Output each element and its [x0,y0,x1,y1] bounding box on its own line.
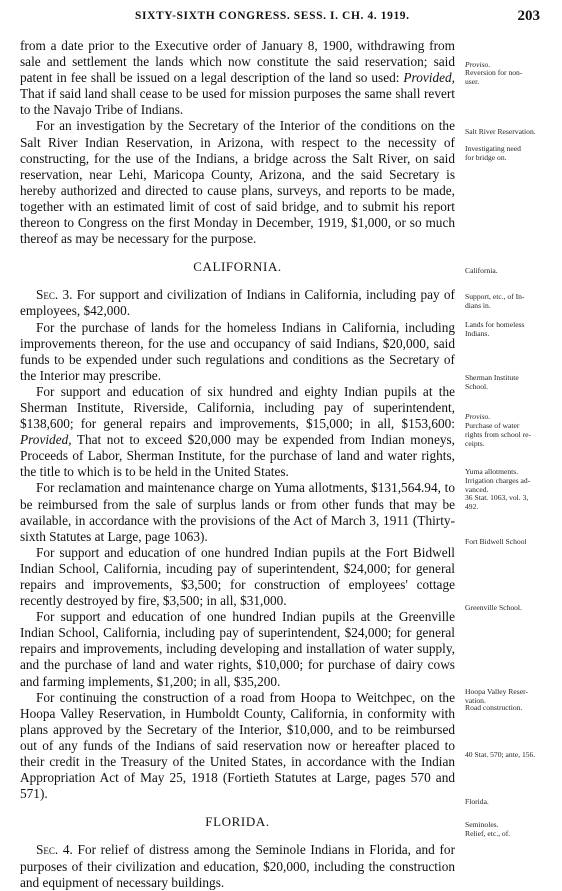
margin-note-line: dians in. [465,301,491,310]
margin-note-line: Fort Bidwell School [465,537,527,546]
margin-note-line: School. [465,382,488,391]
margin-note-line: Hoopa Valley Reser- [465,687,528,696]
margin-note [465,373,557,391]
margin-note [465,797,557,806]
page-header [0,8,562,28]
margin-note-line: Irrigation charges ad- [465,476,531,485]
margin-note [465,493,557,511]
margin-note [465,421,557,448]
margin-note-line: Purchase of water [465,421,520,430]
margin-note-line: Reversion for non- [465,68,523,77]
paragraph: For support and education of six hundred and eighty Indian pupils at the Sherman Institute, Riverside, California, including pay of superintendent, $138,600; for general repairs and improvements, $15,000; in all, $153,600: Provided, That not to exceed $20,000 may be expended from Indian moneys, Proceeds of Labor, Sherman Institute, for the purchase of land and water rights, the title to which is to be held in the United States. [20,383,455,480]
margin-note-line: Salt River Reservation. [465,127,536,136]
margin-note [465,144,557,162]
margin-note-line: vanced. [465,485,489,494]
margin-note-line: Greenville School. [465,603,522,612]
margin-note-line: Seminoles. [465,820,499,829]
margin-note [465,703,557,712]
margin-note [465,820,557,829]
margin-note-line: vation. [465,696,486,705]
margin-note [465,829,557,838]
paragraph: Sec. 3. For support and civilization of Indians in California, including pay of employees, $42,000. [20,287,455,319]
margin-note-line: Florida. [465,797,489,806]
margin-note-line: Sherman Institute [465,373,519,382]
margin-note-line: California. [465,266,498,275]
margin-note-line: Support, etc., of In- [465,292,525,301]
margin-note-line: for bridge on. [465,153,507,162]
margin-note-line: Lands for homeless [465,320,525,329]
margin-note [465,266,557,275]
margin-note-line: user. [465,77,480,86]
margin-note-line: 36 Stat. 1063, vol. 3, [465,493,529,502]
margin-note-line: 40 Stat. 570; ante, 156. [465,750,536,759]
margin-note-line: Relief, etc., of. [465,829,511,838]
paragraph: For continuing the construction of a road from Hoopa to Weitchpec, on the Hoopa Valley Reservation, in Humboldt County, California, in conformity with plans approved by the Secretary of the Interior, $10,000, and to be reimbursed out of any funds of the Indians of said reservation now or hereafter placed to their credit in the Treasury of the United States, in accordance with the Indian Appropriation Act of May 25, 1918 (Fortieth Statutes at Large, pages 570 and 571). [20,689,455,802]
margin-note-line: Road construction. [465,703,523,712]
margin-note-line: Indians. [465,329,490,338]
body-text [20,38,455,891]
margin-note-line: rights from school re- [465,430,532,439]
margin-note [465,412,557,421]
margin-note-line: Proviso. [465,60,491,69]
margin-note-line: Investigating need [465,144,521,153]
section-heading: CALIFORNIA. [193,259,282,275]
margin-note-line: 492. [465,502,479,511]
running-head: SIXTY-SIXTH CONGRESS. SESS. I. CH. 4. 1919. [135,10,410,22]
section-heading: FLORIDA. [205,814,270,830]
paragraph: For reclamation and maintenance charge on Yuma allotments, $131,564.94, to be reimbursed from the sale of surplus lands or from other funds that may be available, in accordance with the provisions of the Act of March 3, 1911 (Thirty-sixth Statutes at Large, page 1063). [20,480,455,544]
paragraph: For an investigation by the Secretary of the Interior of the conditions on the Salt River Indian Reservation, in Arizona, with respect to the necessity of constructing, for the use of the Indians, a bridge across the Salt River, on said reservation, near Lehi, Maricopa County, Arizona, and the said Secretary is hereby authorized and directed to cause plans, surveys, and reports to be made, together with an estimated limit of cost of said bridge, and to submit his report thereon to Congress on the first Monday in December, 1919, $1,000, or so much thereof as may be necessary for the purpose. [20,118,455,247]
paragraph: For the purchase of lands for the homeless Indians in California, including improvements thereon, for the use and occupancy of said Indians, $20,000, said funds to be expended under such regulations and conditions as the Secretary of the Interior may prescribe. [20,319,455,383]
margin-note-line: Proviso. [465,412,491,421]
margin-note [465,750,557,759]
section-number: Sec. 3. [36,287,73,303]
paragraph: from a date prior to the Executive order of January 8, 1900, withdrawing from sale and settlement the lands which now constitute the said reservation; said patent in fee shall be issued on a legal description of the land so used: Provided, That if said land shall cease to be used for mission purposes the same shall revert to the Navajo Tribe of Indians. [20,38,455,118]
margin-note [465,467,557,476]
margin-note [465,292,557,310]
margin-note [465,320,557,338]
section-number: Sec. 4. [36,842,73,858]
paragraph: Sec. 4. For relief of distress among the Seminole Indians in Florida, and for purposes of their civilization and education, $20,000, including the construction and equipment of necessary buildings. [20,842,455,890]
proviso-word: Provided, [403,70,455,86]
proviso-word: Provided, [20,432,72,448]
margin-note [465,68,557,86]
page-number: 203 [517,8,540,24]
margin-note [465,127,557,136]
margin-note [465,603,557,612]
paragraph: For support and education of one hundred Indian pupils at the Greenville Indian School, California, including pay of superintendent, $24,000; for general repairs and improvements, including developing and installation of water supply, and the purchase of land and water rights, $10,000; for purchase of dairy cows and farming implements, $1,200; in all, $35,200. [20,609,455,689]
margin-note-line: Yuma allotments. [465,467,519,476]
margin-note [465,476,557,494]
paragraph: For support and education of one hundred Indian pupils at the Fort Bidwell Indian School, California, incuding pay of superintendent, $24,000; for general repairs and improvements, $3,500; for construction of employees' cottage recently destroyed by fire, $3,500; in all, $31,000. [20,544,455,609]
margin-note [465,537,557,546]
margin-note-line: ceipts. [465,439,485,448]
